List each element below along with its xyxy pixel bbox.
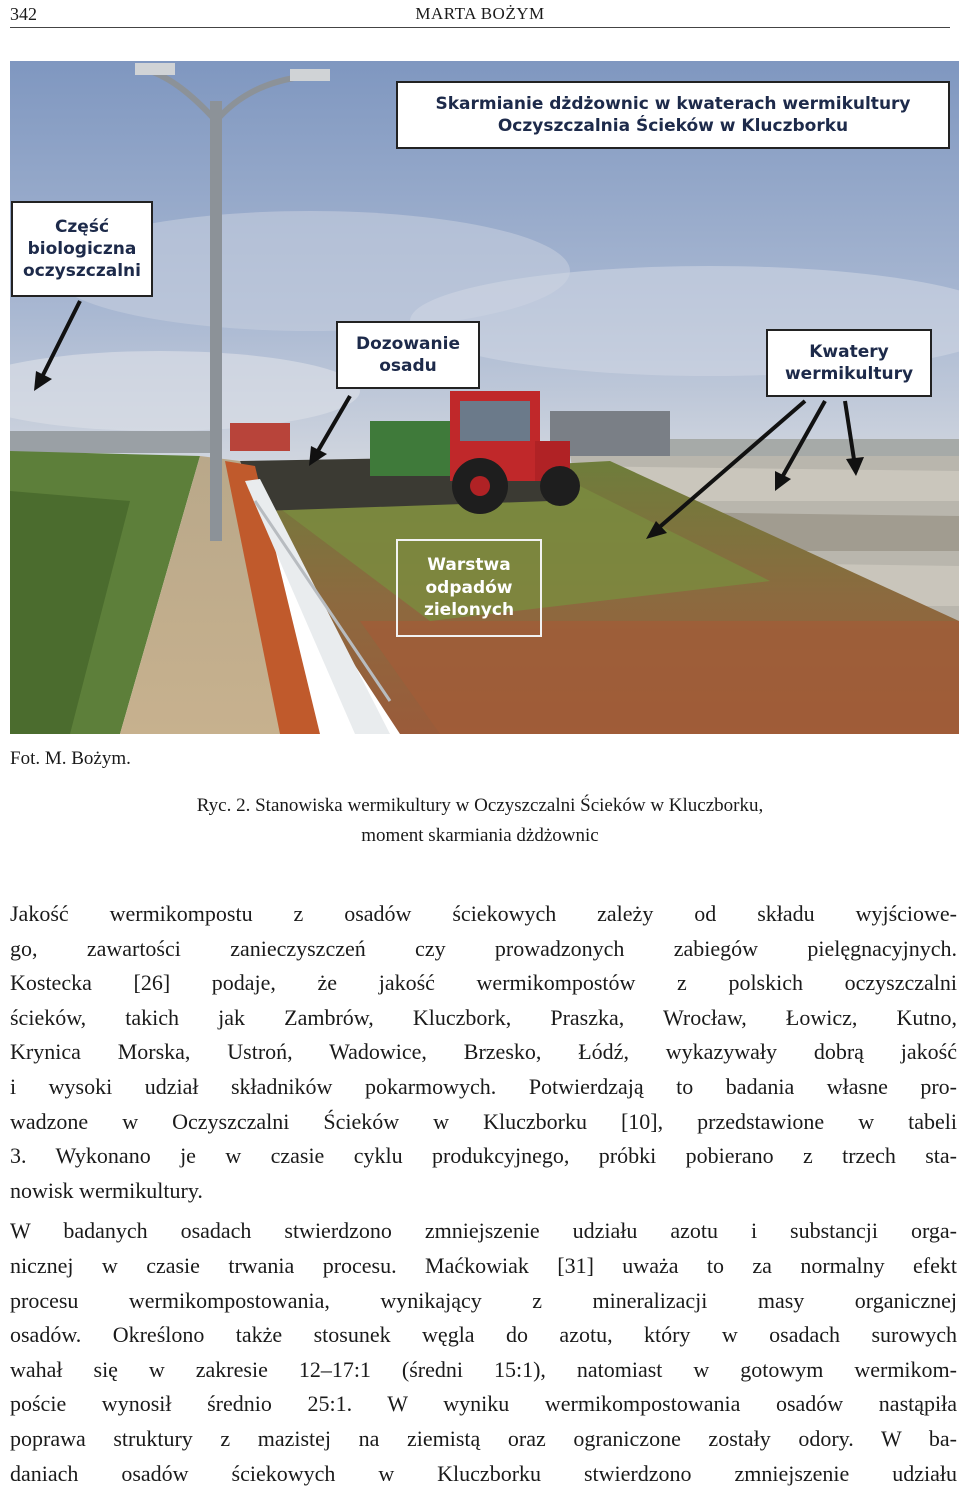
callout-green-waste-layer [396, 539, 542, 637]
callout-dosing-line2: osadu [379, 356, 437, 376]
text-line: Kostecka [26] podaje, że jakość wermikompostów z polskich oczyszczalni [10, 970, 957, 996]
text-line: i wysoki udział składników pokarmowych. Potwierdzają to badania własne pro- [10, 1073, 957, 1099]
figure-title-callout [396, 81, 950, 149]
callout-vermiculture-beds [766, 329, 932, 397]
text-line: nowisk wermikultury. [10, 1177, 203, 1203]
callout-beds-line2: wermikultury [784, 364, 914, 384]
callout-beds-line1: Kwatery [809, 341, 889, 362]
callout-dosing-line1: Dozowanie [355, 333, 460, 354]
callout-green-line3: zielonych [423, 600, 515, 621]
figure-caption [0, 791, 960, 851]
page-number: 342 [10, 4, 37, 24]
text-line: poprawa struktury z mazistej na ziemistą oraz ograniczone zostały odory. W ba- [10, 1425, 957, 1451]
text-line: Jakość wermikompostu z osadów ściekowych zależy od składu wyjściowe- [10, 901, 957, 926]
photo-credit: Fot. M. Bożym. [10, 748, 131, 769]
text-line: procesu wermikompostowania, wynikający z mineralizacji masy organicznej [10, 1287, 957, 1313]
callout-green-line1: Warstwa [427, 554, 511, 575]
text-line: ścieków, takich jak Zambrów, Kluczbork, Praszka, Wrocław, Łowicz, Kutno, [10, 1004, 957, 1030]
callout-green-line2: odpadów [425, 577, 513, 598]
callout-biological-line3: oczyszczalni [23, 261, 141, 282]
header-rule [10, 27, 950, 28]
paragraph-2 [10, 1214, 957, 1491]
callout-biological-line2: biologiczna [27, 238, 137, 259]
paragraph-1 [10, 897, 957, 1208]
text-line: poście wynosił średnio 25:1. W wyniku wermikompostowania osadów nastąpiła [10, 1391, 957, 1417]
text-line: go, zawartości zanieczyszczeń czy prowadzonych zabiegów pielęgnacyjnych. [10, 935, 957, 961]
text-line: W badanych osadach stwierdzono zmniejszenie udziału azotu i substancji orga- [10, 1218, 957, 1244]
text-line: daniach osadów ściekowych w Kluczborku stwierdzono zmniejszenie udziału [10, 1460, 957, 1486]
lamp-post [210, 101, 222, 541]
body-text [10, 897, 957, 1491]
figure-title-line1: Skarmianie dżdżownic w kwaterach wermikultury [435, 93, 911, 114]
text-line: Krynica Morska, Ustroń, Wadowice, Brzesko, Łódź, wykazywały dobrą jakość [10, 1039, 957, 1065]
running-title: MARTA BOŻYM [415, 4, 545, 23]
callout-biological-part [11, 201, 153, 297]
text-line: wahał się w zakresie 12–17:1 (średni 15:1), natomiast w gotowym wermikom- [10, 1356, 957, 1382]
caption-line2: moment skarmiania dżdżownic [361, 825, 599, 846]
figure-title-line2: Oczyszczalnia Ścieków w Kluczborku [497, 116, 849, 136]
caption-line1: Ryc. 2. Stanowiska wermikultury w Oczyszczalni Ścieków w Kluczborku, [196, 795, 764, 816]
callout-biological-line1: Część [54, 216, 110, 237]
text-line: osadów. Określono także stosunek węgla do azotu, który w osadach surowych [10, 1322, 957, 1348]
page-header [0, 0, 960, 30]
figure-photo [10, 61, 959, 734]
text-line: 3. Wykonano je w czasie cyklu produkcyjnego, próbki pobierano z trzech sta- [10, 1143, 957, 1169]
callout-sludge-dosing [336, 321, 480, 389]
text-line: wadzone w Oczyszczalni Ścieków w Kluczborku [10], przedstawione w tabeli [10, 1108, 957, 1134]
text-line: nicznej w czasie trwania procesu. Maćkowiak [31] uważa to za normalny efekt [10, 1252, 957, 1278]
